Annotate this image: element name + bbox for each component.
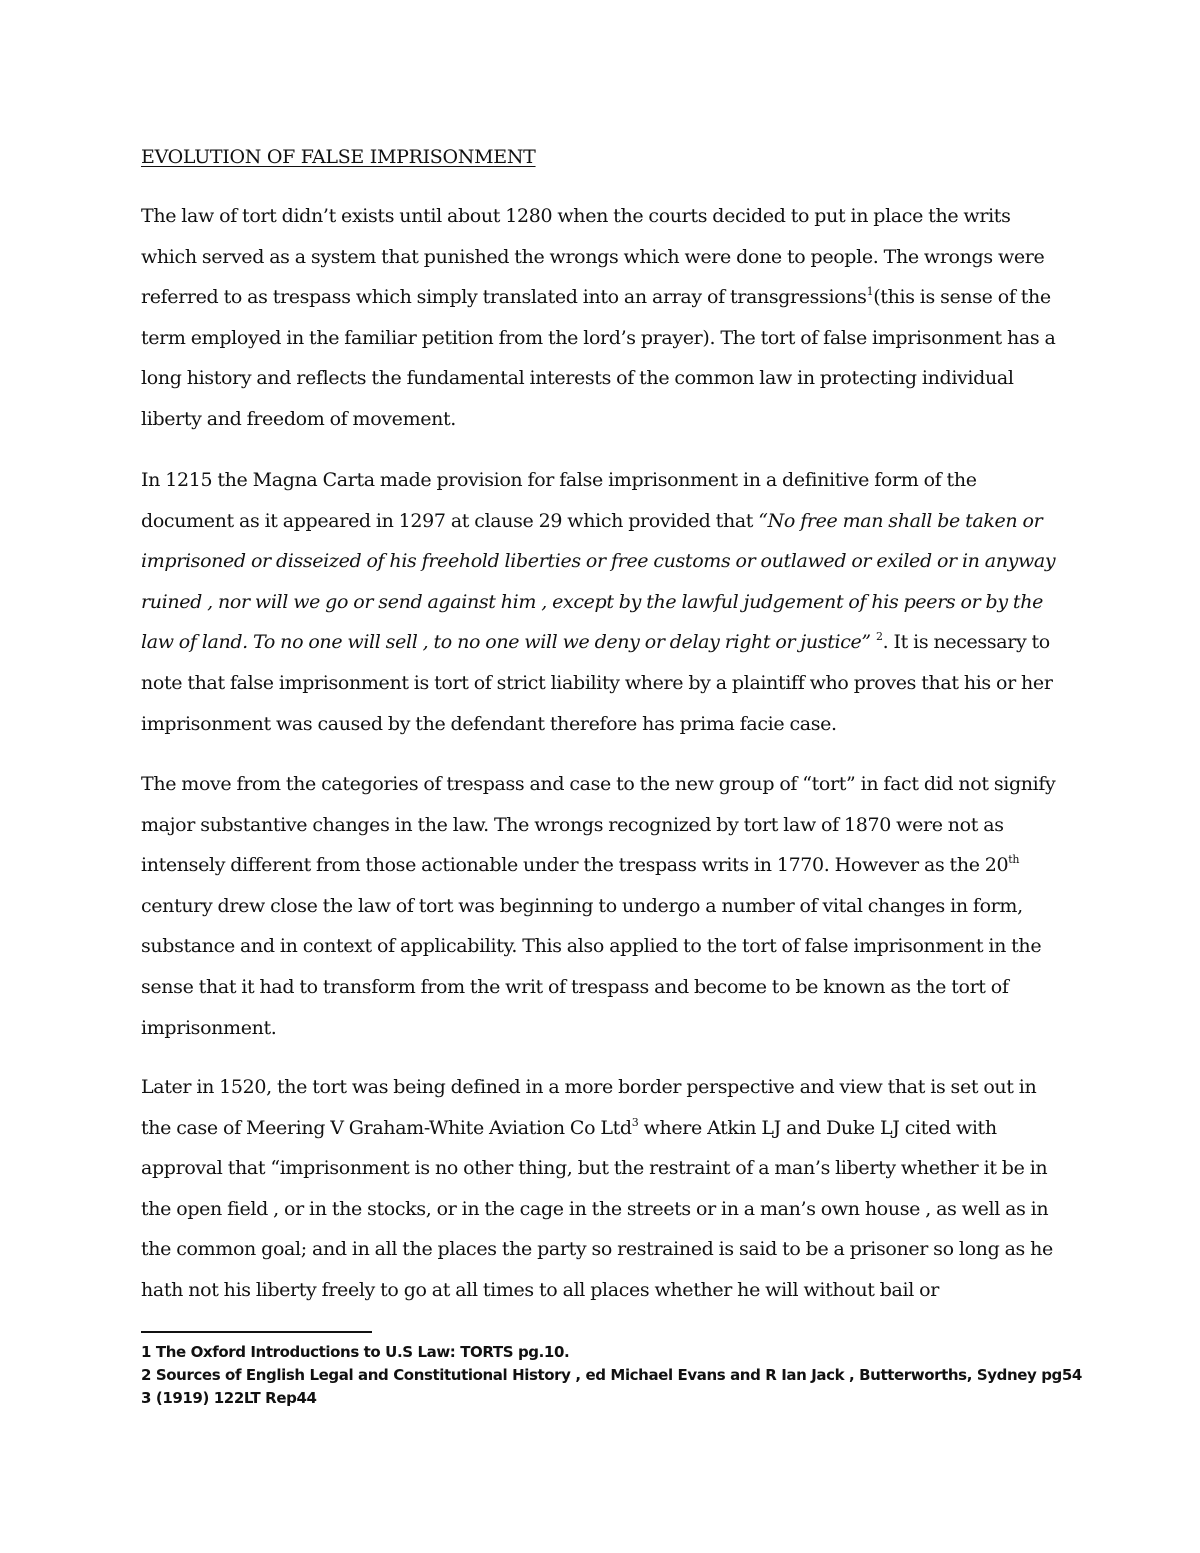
footnotes — [141, 1341, 1101, 1410]
footnote-ref-2: 2 — [875, 630, 883, 644]
footnote-3: 3 (1919) 122LT Rep44 — [141, 1389, 317, 1407]
paragraph-4-text-a: Later in 1520, the tort was being defined in a more border perspective and view that is set out in the case of Meering V Graham-White Aviation Co Ltd — [141, 1076, 1037, 1139]
paragraph-4-text-b: where Atkin LJ and Duke LJ cited with approval that “imprisonment is no other thing, but the restraint of a man’s liberty whether it be in the open field , or in the stocks, or in the cage in the streets or in a man’s own house , as well as in the common goal; and in all the places the party so restrained is said to be a prisoner so long as he hath not his liberty freely to go at all times to all places whether he will without bail or — [141, 1116, 1053, 1301]
paragraph-4 — [141, 1067, 1071, 1311]
paragraph-1 — [141, 196, 1071, 440]
paragraph-2 — [141, 460, 1071, 744]
footnote-separator — [141, 1331, 372, 1333]
footnote-1: 1 The Oxford Introductions to U.S Law: TORTS pg.10. — [141, 1343, 570, 1361]
document-title: EVOLUTION OF FALSE IMPRISONMENT — [141, 146, 536, 168]
paragraph-2-text-a: In 1215 the Magna Carta made provision for false imprisonment in a definitive form of the document as it appeared in 1297 at clause 29 which provided that — [141, 469, 977, 532]
paragraph-1-text-b: (this is sense of the term employed in the familiar petition from the lord’s prayer). The tort of false imprisonment has a long history and reflects the fundamental interests of the common law in protecting individual liberty and freedom of movement. — [141, 286, 1056, 430]
ordinal-suffix: th — [1008, 853, 1020, 867]
magna-carta-quote: “No free man shall be taken or imprisoned or disseized of his freehold liberties or free customs or outlawed or exiled or in anyway ruined , nor will we go or send against him , except by the lawful judgement of his peers or by the law of land. To no one will sell , to no one will we deny or delay right or justice” — [141, 509, 1056, 654]
paragraph-3-text-a: The move from the categories of trespass and case to the new group of “tort” in fact did not signify major substantive changes in the law. The wrongs recognized by tort law of 1870 were not as intensely different from those actionable under the trespass writs in 1770. However as the 20 — [141, 773, 1056, 877]
footnote-2: 2 Sources of English Legal and Constitutional History , ed Michael Evans and R Ian Jack , Butterworths, Sydney pg54 — [141, 1366, 1082, 1384]
footnote-ref-1: 1 — [866, 285, 874, 299]
paragraph-3-text-b: century drew close the law of tort was beginning to undergo a number of vital changes in form, substance and in context of applicability. This also applied to the tort of false imprisonment in the sense that it had to transform from the writ of trespass and become to be known as the tort of imprisonment. — [141, 894, 1042, 1039]
footnote-ref-3: 3 — [631, 1115, 639, 1129]
paragraph-1-text-a: The law of tort didn’t exists until about 1280 when the courts decided to put in place the writs which served as a system that punished the wrongs which were done to people. The wrongs were referred to as trespass which simply translated into an array of transgressions — [141, 205, 1045, 309]
paragraph-3 — [141, 764, 1071, 1048]
paragraph-2-text-b: . It is necessary to note that false imprisonment is tort of strict liability where by a plaintiff who proves that his or her imprisonment was caused by the defendant therefore has prima facie case. — [141, 631, 1053, 735]
